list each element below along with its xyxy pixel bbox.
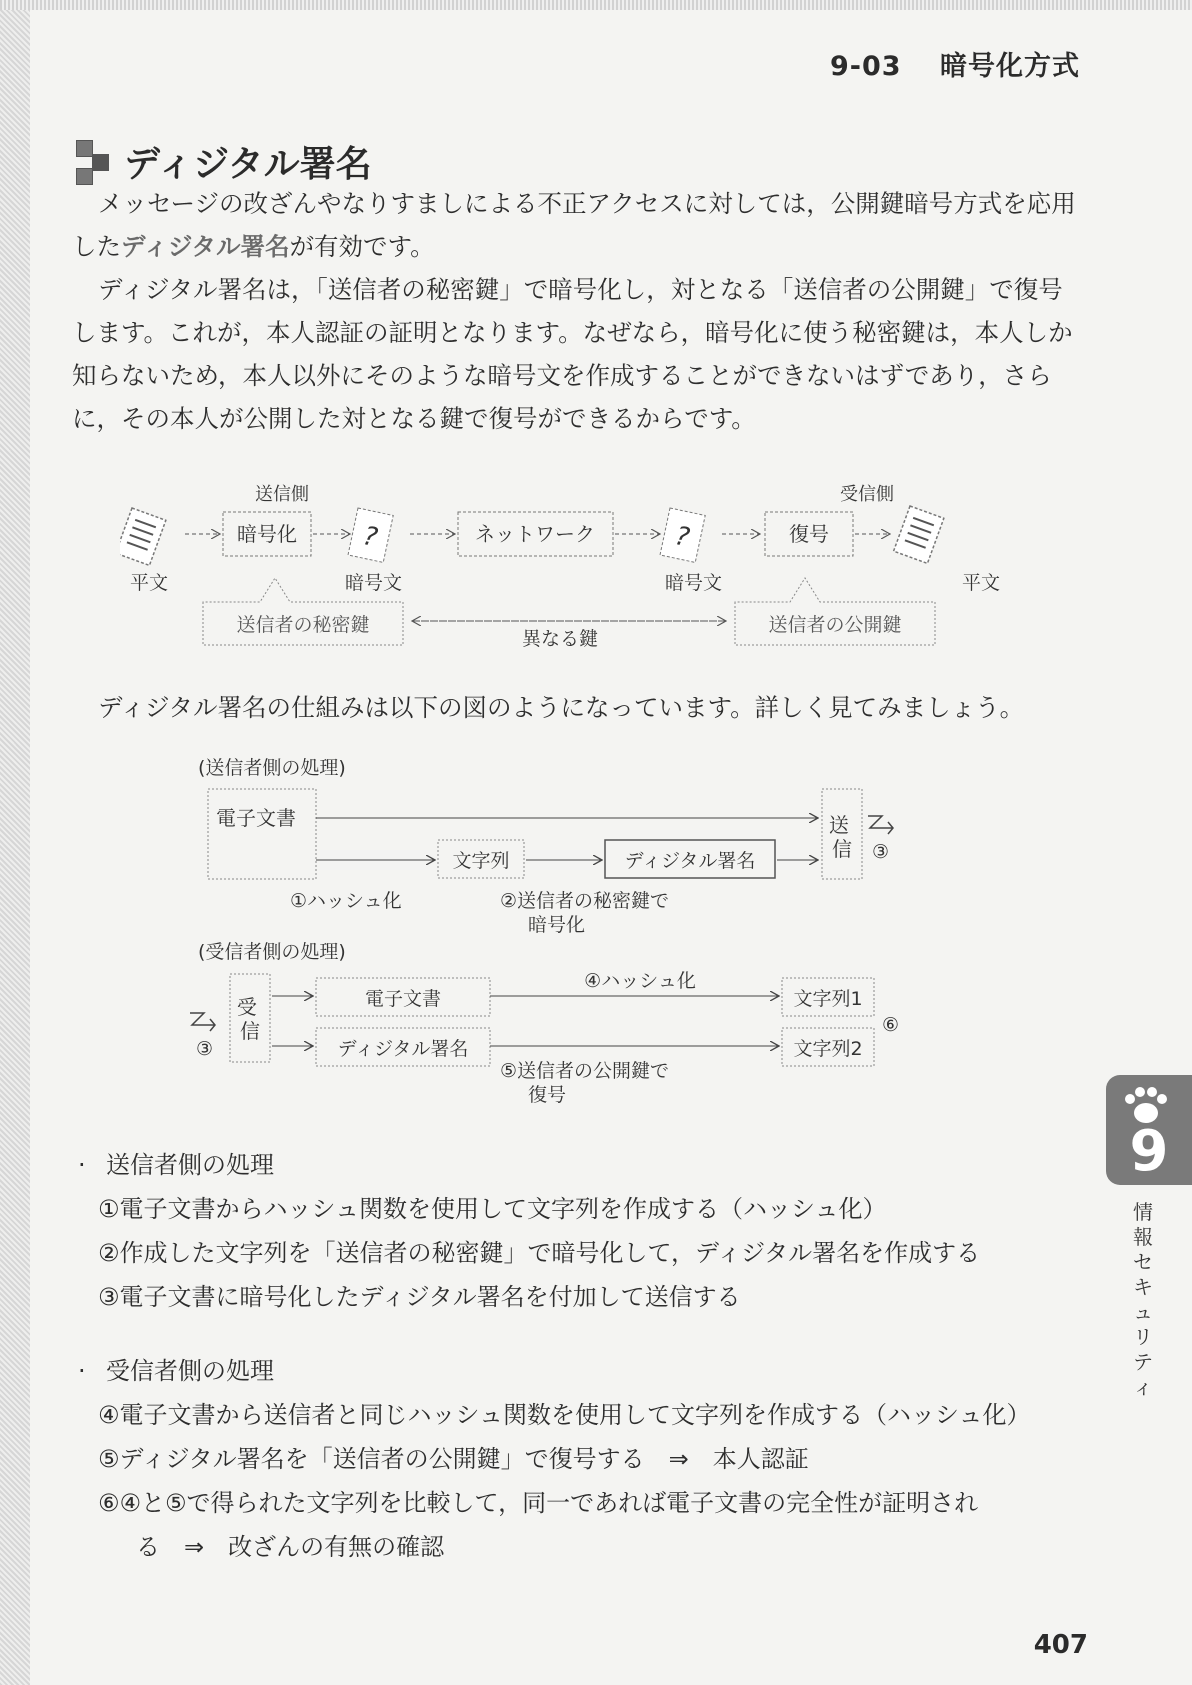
page-title [76,136,372,187]
chapter-label-char: リ [1133,1325,1153,1349]
list-item-continuation: る ⇒ 改ざんの有無の確認 [136,1533,445,1561]
encrypt-label: 暗号化 [237,522,297,546]
keyword-digital-signature: ディジタル署名 [121,232,290,261]
list-item: ④電子文書から送信者と同じハッシュ関数を使用して文字列を作成する（ハッシュ化） [98,1401,1031,1429]
plaintext-doc-icon-left [120,508,166,565]
receive-label-char2: 信 [240,1019,260,1043]
scan-top-edge [0,0,1192,10]
ciphertext-right-label: 暗号文 [665,572,723,594]
ciphertext-left-label: 暗号文 [345,572,403,594]
step2-label-line2: 暗号化 [528,914,586,936]
e-document-box [208,789,316,879]
r-signature-label: ディジタル署名 [337,1038,469,1060]
sender-process-label: (送信者側の処理) [198,757,346,779]
plaintext-left-label: 平文 [130,572,169,594]
intro-text-1: メッセージの改ざんやなりすましによる不正アクセスに対しては，公開鍵暗号方式を応用した [72,189,1076,261]
cipher-question-left: ? [360,521,381,554]
send-label-char1: 送 [828,813,849,837]
receiver-process-heading: · 受信者側の処理 [78,1349,1098,1393]
list-item: ②作成した文字列を「送信者の秘密鍵」で暗号化して，ディジタル署名を作成する [98,1239,981,1267]
r-document-label: 電子文書 [364,988,442,1010]
chapter-label-char: キ [1133,1275,1153,1299]
send-arrow-icon [868,816,893,834]
intro-text-2: が有効です。 [289,232,435,261]
digital-signature-label: ディジタル署名 [624,850,756,872]
private-key-label: 送信者の秘密鍵 [236,614,370,636]
sender-process-list [78,1143,1098,1319]
chapter-label-char: 報 [1133,1225,1153,1249]
chapter-number: 9 [1129,1119,1169,1184]
ciphertext-doc-icon-left [348,508,393,562]
receiver-process-label: (受信者側の処理) [198,941,346,963]
e-document-label: 電子文書 [216,806,296,830]
step2-label-line1: ②送信者の秘密鍵で [500,890,670,912]
ciphertext-doc-icon-right [660,508,705,562]
chapter-label-char: ュ [1133,1300,1153,1324]
title-bullet-icon [76,140,116,184]
receive-label [237,995,263,1043]
transition-paragraph: ディジタル署名の仕組みは以下の図のようになっています。詳しく見てみましょう。 [98,693,1025,722]
chapter-tab [1106,1075,1192,1185]
chapter-label-char: セ [1133,1250,1153,1274]
chapter-label [1130,1200,1156,1400]
plaintext-right-label: 平文 [962,572,1001,594]
send-label [829,813,855,861]
circle6-label: ⑥ [882,1014,900,1036]
section-number: 9-03 [830,51,902,82]
receiver-process-list [78,1349,1098,1569]
list-item: ⑥④と⑤で得られた文字列を比較して，同一であれば電子文書の完全性が証明され [98,1489,979,1517]
step5-label-line2: 復号 [528,1084,567,1106]
scan-edge [0,0,30,1685]
plaintext-doc-icon-right [894,506,944,563]
public-key-label: 送信者の公開鍵 [768,614,902,636]
page-number: 407 [1033,1630,1088,1660]
title-text: ディジタル署名 [124,144,372,185]
step1-label: ①ハッシュ化 [290,890,402,912]
circle3-receiver: ③ [196,1038,214,1060]
cipher-question-right: ? [672,521,693,554]
different-keys-label: 異なる鍵 [521,628,599,650]
send-label-char2: 信 [832,837,852,861]
chapter-label-char: ィ [1133,1375,1153,1399]
receive-label-char1: 受 [236,995,257,1019]
chapter-label-char: 情 [1133,1200,1153,1224]
decrypt-label: 復号 [789,522,829,546]
step5-label-line1: ⑤送信者の公開鍵で [500,1060,670,1082]
list-item: ①電子文書からハッシュ関数を使用して文字列を作成する（ハッシュ化） [98,1195,887,1223]
list-item: ③電子文書に暗号化したディジタル署名を付加して送信する [98,1283,741,1311]
receiver-side-label: 受信側 [840,484,894,505]
running-header [830,44,1080,83]
intro-text-3: ディジタル署名は，「送信者の秘密鍵」で暗号化し，対となる「送信者の公開鍵」で復号します。これが，本人認証の証明となります。なぜなら，暗号化に使う秘密鍵は，本人しか知らないため，本人以外にそのような暗号文を作成することができないはずであり，さらに，その本人が公開した対となる鍵で復号ができるからです。 [72,275,1073,433]
string1-label: 文字列1 [793,988,863,1010]
list-item: ⑤ディジタル署名を「送信者の公開鍵」で復号する ⇒ 本人認証 [98,1445,809,1473]
encryption-flow-diagram [120,480,1020,655]
sender-process-heading: · 送信者側の処理 [78,1143,1098,1187]
intro-paragraph-1 [72,182,1082,268]
sender-side-label: 送信側 [255,484,309,505]
circle3-sender: ③ [872,841,890,863]
signature-process-diagram [190,756,990,1121]
string2-label: 文字列2 [793,1038,863,1060]
receive-arrow-icon [190,1013,215,1031]
section-title: 暗号化方式 [940,51,1080,82]
step4-label: ④ハッシュ化 [584,970,696,992]
network-label: ネットワーク [475,522,595,546]
chapter-label-char: テ [1133,1350,1153,1374]
string-label: 文字列 [452,850,510,872]
intro-paragraph-2 [72,268,1082,440]
